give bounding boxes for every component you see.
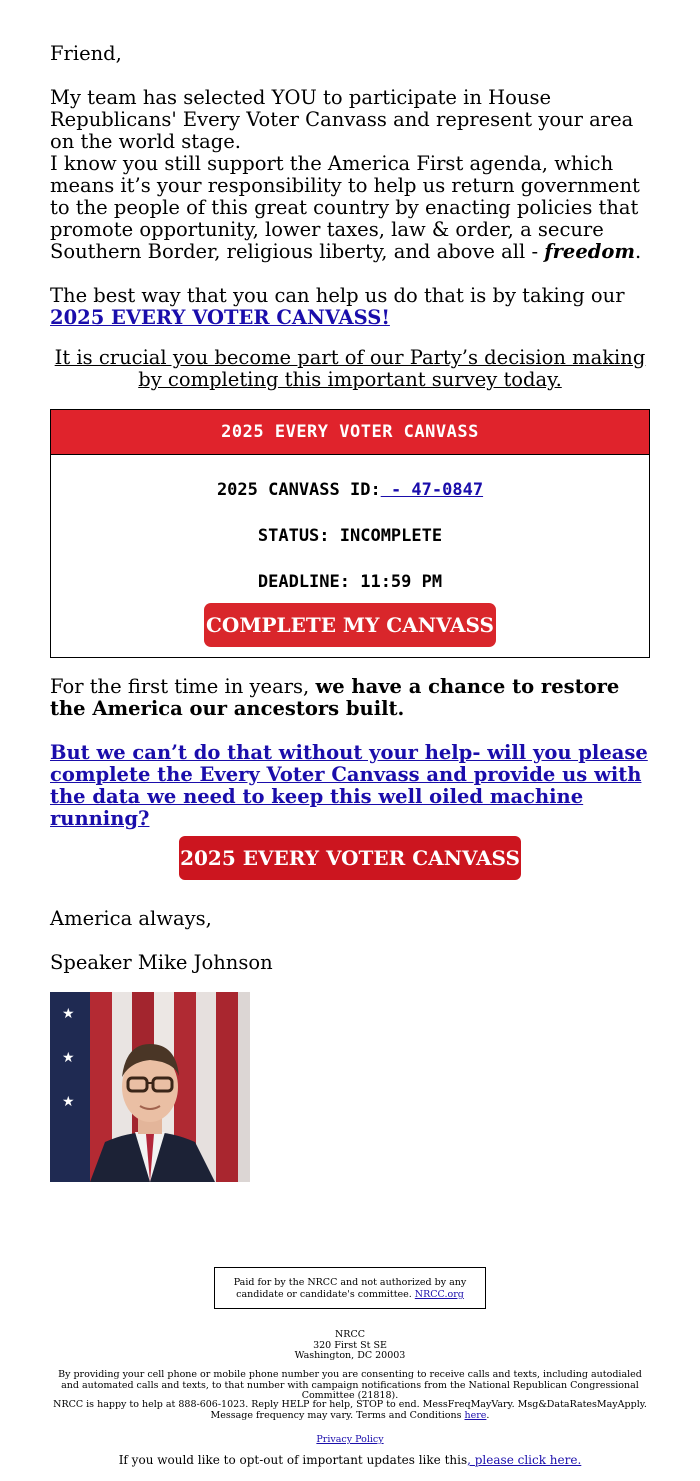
intro-paragraph: My team has selected YOU to participate in House Republicans' Every Voter Canvass and represent your area on the world stage. <box>50 86 634 153</box>
canvass-link[interactable]: 2025 EVERY VOTER CANVASS! <box>50 306 390 329</box>
speaker-portrait-image <box>50 992 250 1182</box>
agenda-text: I know you still support the America First agenda, which means it’s your responsibility to help us return government to the people of this great country by enacting policies that promote opportunity, lower taxes, law & order, a secure Southern Border, religious liberty, and above all - <box>50 152 640 263</box>
freedom-emphasis: freedom <box>544 240 636 263</box>
canvass-text: The best way that you can help us do that is by taking our <box>50 284 625 307</box>
svg-text:★: ★ <box>62 1006 75 1022</box>
agenda-end: . <box>635 240 642 263</box>
every-voter-canvass-button[interactable]: 2025 EVERY VOTER CANVASS <box>179 836 521 880</box>
paid-for-disclaimer <box>214 1267 486 1309</box>
optout-text: If you would like to opt-out of important updates like this <box>118 1453 468 1467</box>
crucial-notice: It is crucial you become part of our Party’s decision making by completing this important survey today. <box>54 346 646 391</box>
svg-text:★: ★ <box>62 1094 75 1110</box>
canvass-id-link[interactable]: - 47-0847 <box>380 480 484 500</box>
canvass-paragraph <box>50 285 650 329</box>
signature: Speaker Mike Johnson <box>50 951 273 974</box>
canvass-box-header: 2025 EVERY VOTER CANVASS <box>51 410 649 455</box>
canvass-id-label: 2025 CANVASS ID: <box>216 480 381 500</box>
consent-text: By providing your cell phone or mobile phone number you are consenting to receive calls and texts, including autodialed and automated calls and texts, to that number with campaign notifications from the National Republican Congressional Committee (21818). <box>58 1369 642 1401</box>
optout-row <box>50 1453 650 1467</box>
paid-for-text: Paid for by the NRCC and not authorized by any candidate or candidate's committee. <box>233 1277 467 1300</box>
street-address: 320 First St SE <box>313 1339 387 1351</box>
privacy-policy-link[interactable]: Privacy Policy <box>316 1434 384 1445</box>
restore-bold: we have a chance to restore the America our ancestors built. <box>50 675 620 720</box>
address-block <box>50 1330 650 1362</box>
complete-canvass-button[interactable]: COMPLETE MY CANVASS <box>204 603 496 647</box>
canvass-status: STATUS: INCOMPLETE <box>257 526 443 546</box>
agenda-paragraph <box>50 153 650 263</box>
canvass-deadline: DEADLINE: 11:59 PM <box>257 572 443 592</box>
canvass-id <box>51 480 649 500</box>
greeting: Friend, <box>50 42 122 65</box>
terms-link[interactable]: here <box>464 1409 487 1421</box>
svg-text:★: ★ <box>62 1050 75 1066</box>
optout-link[interactable]: , please click here. <box>467 1453 582 1467</box>
city-address: Washington, DC 20003 <box>294 1350 406 1361</box>
help-body: NRCC is happy to help at 888-606-1023. Reply HELP for help, STOP to end. MessFreqMayVary. Msg&DataRatesMayApply. Message frequency may vary. Terms and Conditions <box>53 1399 647 1421</box>
help-paragraph <box>50 742 650 830</box>
help-text <box>50 1400 650 1421</box>
org-name: NRCC <box>334 1329 365 1340</box>
help-end: . <box>486 1409 490 1421</box>
signoff: America always, <box>50 907 212 930</box>
canvass-box <box>50 409 650 658</box>
privacy-row <box>50 1435 650 1446</box>
speaker-photo <box>50 992 250 1182</box>
restore-text: For the first time in years, <box>50 675 316 698</box>
nrcc-link[interactable]: NRCC.org <box>414 1289 464 1300</box>
help-canvass-link[interactable]: But we can’t do that without your help- will you please complete the Every Voter Canvass and provide us with the data we need to keep this well oiled machine running? <box>50 741 648 830</box>
restore-paragraph <box>50 676 650 720</box>
